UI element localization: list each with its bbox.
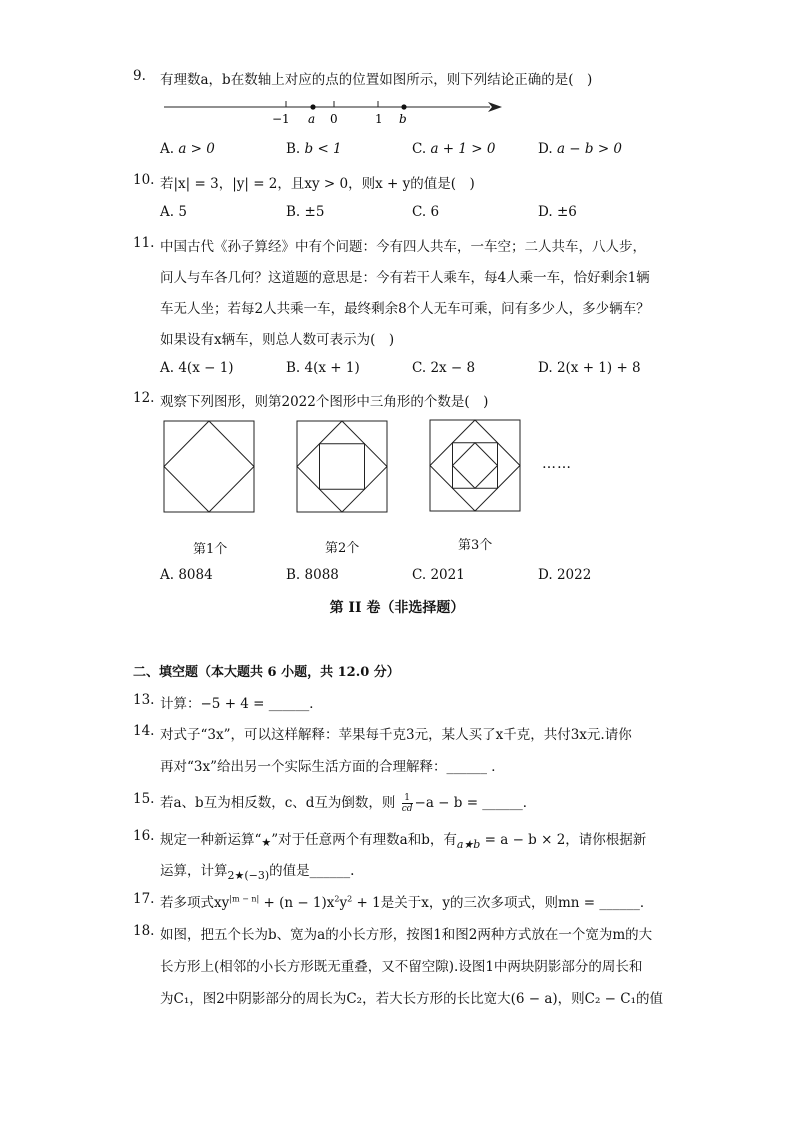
axis-arrow-icon bbox=[488, 102, 502, 112]
q12-figure-1-label: 第1个 bbox=[193, 542, 228, 557]
q9-stem: 有理数a，b在数轴上对应的点的位置如图所示，则下列结论正确的是( ) bbox=[160, 72, 593, 88]
inner-square bbox=[320, 444, 365, 490]
q12-figure-2-label: 第2个 bbox=[325, 541, 360, 556]
label-neg1: −1 bbox=[272, 112, 290, 126]
q12-figure-3-label: 第3个 bbox=[458, 538, 493, 553]
point-a bbox=[310, 104, 315, 109]
q11-line-2: 问人与车各几何？这道题的意思是：今有若干人乘车，每4人乘一车，恰好剩余1辆 bbox=[160, 270, 650, 286]
q12-option-c[interactable]: C. 2021 bbox=[412, 567, 465, 583]
inner-diamond bbox=[164, 421, 254, 512]
q10-option-b[interactable]: B. ±5 bbox=[286, 204, 325, 220]
q9-number: 9. bbox=[133, 68, 146, 84]
q16-line-2: 运算，计算$_{2★(-3)}$的值是______. bbox=[160, 863, 355, 882]
q10-stem: 若|x| = 3，|y| = 2，且xy > 0，则x + y的值是( ) bbox=[160, 176, 475, 192]
q16-number: 16. bbox=[133, 828, 155, 844]
q13-number: 13. bbox=[133, 692, 155, 708]
q11-option-c[interactable]: C. 2x − 8 bbox=[412, 360, 476, 376]
q11-option-d[interactable]: D. 2(x + 1) + 8 bbox=[538, 360, 641, 376]
q11-line-1: 中国古代《孙子算经》中有个问题：今有四人共车，一车空；二人共车，八人步， bbox=[160, 239, 646, 255]
q12-figure-1 bbox=[163, 420, 255, 513]
section-2-heading: 二、填空题（本大题共 6 小题，共 12.0 分） bbox=[133, 665, 400, 680]
q9-number-line bbox=[160, 96, 510, 130]
outer-square bbox=[164, 421, 254, 512]
outer-square bbox=[430, 420, 520, 511]
label-b: b bbox=[399, 112, 407, 126]
diamond bbox=[297, 421, 387, 512]
label-one: 1 bbox=[375, 112, 383, 126]
q11-option-a[interactable]: A. 4(x − 1) bbox=[160, 360, 234, 376]
q11-line-4: 如果设有x辆车，则总人数可表示为( ) bbox=[160, 332, 395, 348]
q15-fraction: $\frac{1}{cd}$ bbox=[401, 793, 413, 814]
label-a: a bbox=[308, 112, 316, 126]
part-2-title: 第 II 卷（非选择题） bbox=[329, 600, 465, 616]
diamond-1 bbox=[430, 420, 520, 511]
q18-line-1: 如图，把五个长为b、宽为a的小长方形，按图1和图2两种方式放在一个宽为m的大 bbox=[160, 927, 653, 943]
q12-stem: 观察下列图形，则第2022个图形中三角形的个数是( ) bbox=[160, 394, 489, 410]
q9-option-d[interactable]: D. a − b > 0 bbox=[538, 141, 623, 157]
q10-number: 10. bbox=[133, 172, 155, 188]
q9-option-a[interactable]: A. a > 0 bbox=[160, 141, 215, 157]
q12-ellipsis: …… bbox=[542, 456, 572, 472]
q9-option-c[interactable]: C. a + 1 > 0 bbox=[412, 141, 496, 157]
q17-stem: 若多项式$xy^{|m - n|} + (n - 1)x^2y^2 + 1$是关于x，y的三次多项式，则mn = ______． bbox=[160, 894, 654, 911]
q10-option-d[interactable]: D. ±6 bbox=[538, 204, 577, 220]
star-icon: ★ bbox=[261, 836, 272, 849]
q18-line-2: 长方形上(相邻的小长方形既无重叠，又不留空隙).设图1中两块阴影部分的周长和 bbox=[160, 959, 643, 975]
diamond-2 bbox=[453, 443, 498, 489]
outer-square bbox=[297, 421, 387, 512]
q11-number: 11. bbox=[133, 235, 155, 251]
q16-line-1: 规定一种新运算“★”对于任意两个有理数a和b，有$_{a★b}$ = a − b × 2，请你根据新 bbox=[160, 832, 647, 851]
q14-line-2: 再对“3x”给出另一个实际生活方面的合理解释：______ ． bbox=[160, 759, 505, 775]
label-zero: 0 bbox=[330, 112, 338, 126]
q10-option-a[interactable]: A. 5 bbox=[160, 204, 187, 220]
q12-option-b[interactable]: B. 8088 bbox=[286, 567, 339, 583]
point-b bbox=[401, 104, 406, 109]
q12-figure-3 bbox=[429, 419, 521, 512]
q12-option-a[interactable]: A. 8084 bbox=[160, 567, 213, 583]
q12-option-d[interactable]: D. 2022 bbox=[538, 567, 592, 583]
q12-figure-2 bbox=[296, 420, 388, 513]
q14-line-1: 对式子“3x”，可以这样解释：苹果每千克3元，某人买了x千克，共付3x元.请你 bbox=[160, 727, 632, 743]
q14-number: 14. bbox=[133, 723, 155, 739]
q11-option-b[interactable]: B. 4(x + 1) bbox=[286, 360, 360, 376]
q15-stem: 若a、b互为相反数，c、d互为倒数，则 $\frac{1}{cd}$ −a − b = ______． bbox=[160, 793, 537, 814]
q18-number: 18. bbox=[133, 923, 155, 939]
square-2 bbox=[453, 443, 498, 489]
q9-option-b[interactable]: B. b < 1 bbox=[286, 141, 342, 157]
q18-line-3: 为C₁，图2中阴影部分的周长为C₂，若大长方形的长比宽大(6 − a)，则C₂ − C₁的值 bbox=[160, 991, 664, 1007]
q15-number: 15. bbox=[133, 791, 155, 807]
q12-number: 12. bbox=[133, 390, 155, 406]
q17-number: 17. bbox=[133, 891, 155, 907]
q11-line-3: 车无人坐；若每2人共乘一车，最终剩余8个人无车可乘，问有多少人，多少辆车？ bbox=[160, 301, 650, 317]
q13-stem: 计算：−5 + 4 = ______． bbox=[160, 696, 323, 712]
q10-option-c[interactable]: C. 6 bbox=[412, 204, 440, 220]
